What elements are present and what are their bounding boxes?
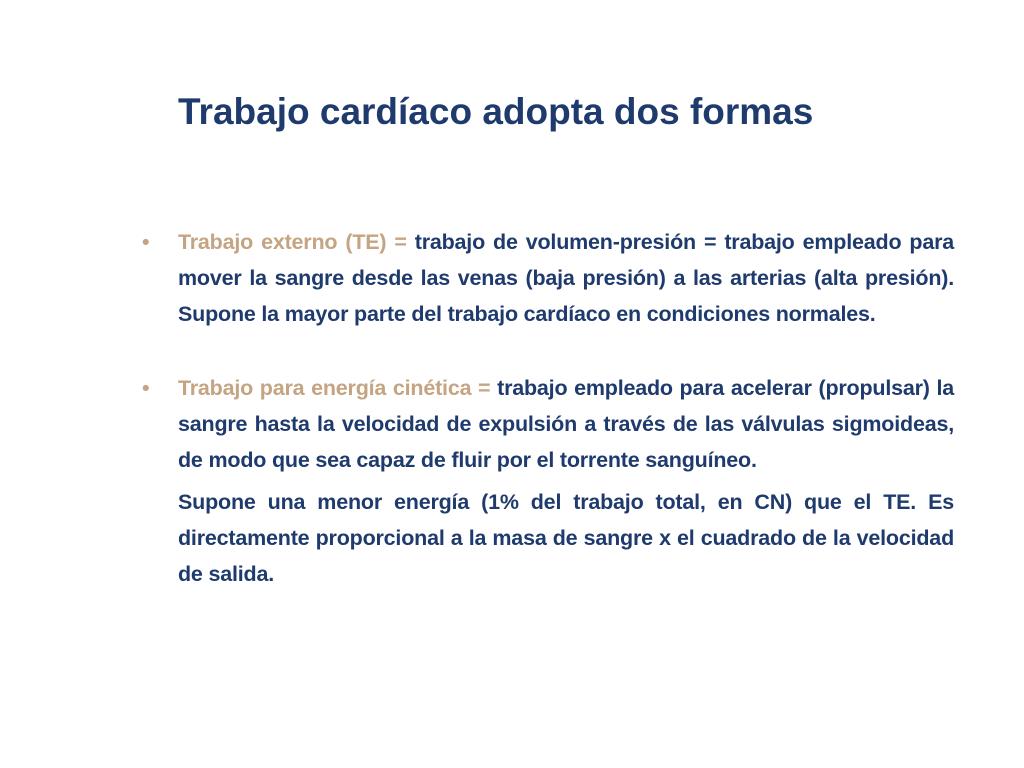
bullet-term: Trabajo externo (TE) = [178,230,415,254]
bullet-text: trabajo empleado para acelerar (propulsar) la sangre hasta la velocidad de expulsión a través de las válvulas sigmoideas, de modo que sea capaz de fluir por el torrente sanguíneo. [178,376,954,472]
slide-title: Trabajo cardíaco adopta dos formas [178,91,814,132]
bullet-term: Trabajo para energía cinética = [178,376,498,400]
bullet-dot-icon: • [142,376,150,400]
bullet-list [138,224,954,592]
bullet-paragraph [178,370,954,478]
bullet-text: trabajo de volumen-presión = trabajo empleado para mover la sangre desde las venas (baja presión) a las arterias (alta presión). Supone la mayor parte del trabajo cardíaco en condiciones normales. [178,230,955,326]
bullet-dot-icon: • [142,230,150,254]
bullet-paragraph [178,224,954,332]
bullet-item-external-work [138,224,954,332]
bullet-item-kinetic-energy-work [138,370,954,592]
bullet-continuation-paragraph: Supone una menor energía (1% del trabajo total, en CN) que el TE. Es directamente proporcional a la masa de sangre x el cuadrado de la velocidad de salida. [178,490,954,586]
